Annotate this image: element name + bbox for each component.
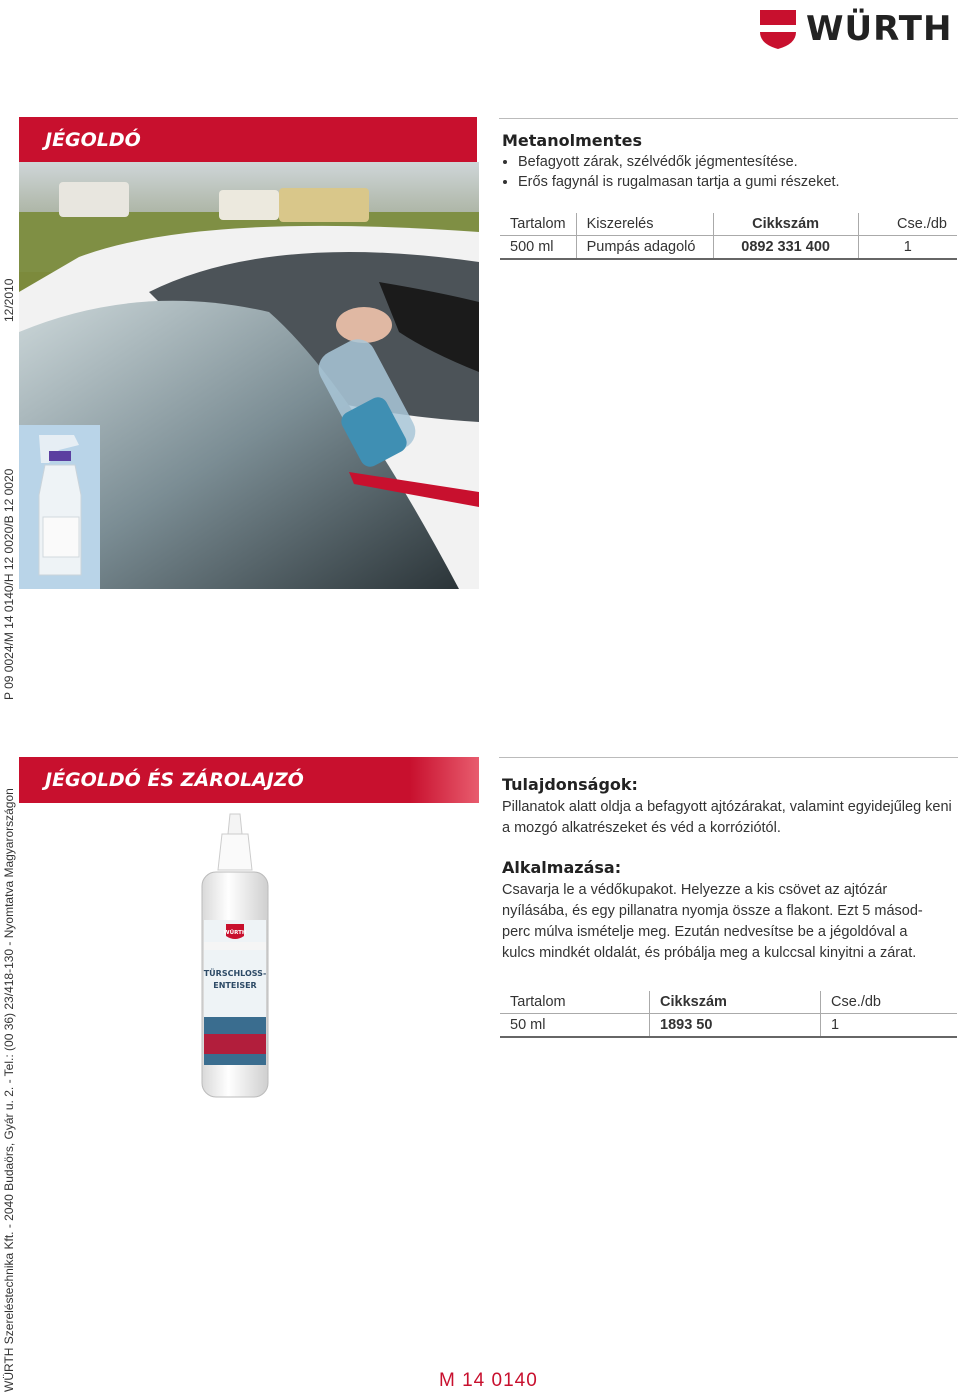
- table-header: Cse./db: [821, 991, 958, 1014]
- side-date: 12/2010: [2, 278, 16, 322]
- usage-line: kulcs mindkét oldalát, és próbálja meg a kulccsal kinyitni a zárat.: [502, 945, 917, 961]
- table-header-row: [500, 991, 957, 1014]
- properties-heading: Tulajdonságok:: [502, 775, 638, 794]
- table-cell: 0892 331 400: [713, 236, 858, 260]
- product1-subtitle: Metanolmentes: [502, 131, 643, 150]
- table-cell: 1893 50: [650, 1014, 821, 1038]
- divider: [499, 118, 958, 119]
- bottle-brand-text: WÜRTH: [223, 930, 247, 936]
- table-header: Cikkszám: [713, 213, 858, 236]
- table-header: Tartalom: [500, 991, 650, 1014]
- table-header: Cikkszám: [650, 991, 821, 1014]
- table-cell: 1: [858, 236, 957, 260]
- bottle-label-line2: ENTEISER: [213, 981, 257, 990]
- bottle-label-line1: TÜRSCHLOSS-: [203, 969, 267, 978]
- brand-name: WÜRTH: [806, 9, 953, 49]
- table-cell: 1: [821, 1014, 958, 1038]
- usage-line: Csavarja le a védőkupakot. Helyezze a kis csövet az ajtózár: [502, 882, 888, 898]
- product1-bullets: [502, 152, 958, 192]
- page-code: M 14 0140: [439, 1370, 538, 1391]
- product1-spec-table: [500, 213, 957, 260]
- usage-line: nyílásába, és egy pillanatra nyomja össze a flakont. Ezt 5 másod-: [502, 903, 923, 919]
- divider: [499, 757, 958, 758]
- side-codes: P 09 0024/M 14 0140/H 12 0020/B 12 0020: [2, 468, 16, 700]
- table-header: Tartalom: [500, 213, 576, 236]
- wurth-emblem-icon: [758, 8, 798, 50]
- usage-heading: Alkalmazása:: [502, 858, 622, 877]
- table-cell: 50 ml: [500, 1014, 650, 1038]
- product1-title: JÉGOLDÓ: [19, 117, 477, 162]
- list-item: • Erős fagynál is rugalmasan tartja a gumi részeket.: [518, 172, 958, 192]
- windshield-spray-photo: [19, 162, 479, 589]
- side-company: WÜRTH Szereléstechnika Kft. - 2040 Budaörs, Gyár u. 2. - Tel.: (00 36) 23/418-130 - Nyomtatva Magyarországon: [2, 788, 16, 1392]
- table-row: [500, 236, 957, 260]
- table-cell: 500 ml: [500, 236, 576, 260]
- properties-text: Pillanatok alatt oldja a befagyott ajtózárakat, valamint egyidejűleg keni a mozgó alkatrészeket és véd a korróziótól.: [502, 799, 952, 836]
- product2-spec-table: [500, 991, 957, 1038]
- list-item: • Befagyott zárak, szélvédők jégmentesítése.: [518, 152, 958, 172]
- table-row: [500, 1014, 957, 1038]
- table-cell: Pumpás adagoló: [576, 236, 713, 260]
- table-header: Kiszerelés: [576, 213, 713, 236]
- table-header-row: [500, 213, 957, 236]
- spray-bottle-thumbnail: [19, 425, 100, 589]
- wurth-logo: [758, 6, 958, 52]
- usage-line: perc múlva ismételje meg. Ezután nedvesítse be a jégoldóval a: [502, 924, 908, 940]
- table-header: Cse./db: [858, 213, 957, 236]
- lock-deicer-bottle-image: [196, 812, 274, 1102]
- product2-title: JÉGOLDÓ ÉS ZÁROLAJZÓ: [19, 757, 479, 803]
- usage-text: [502, 880, 958, 964]
